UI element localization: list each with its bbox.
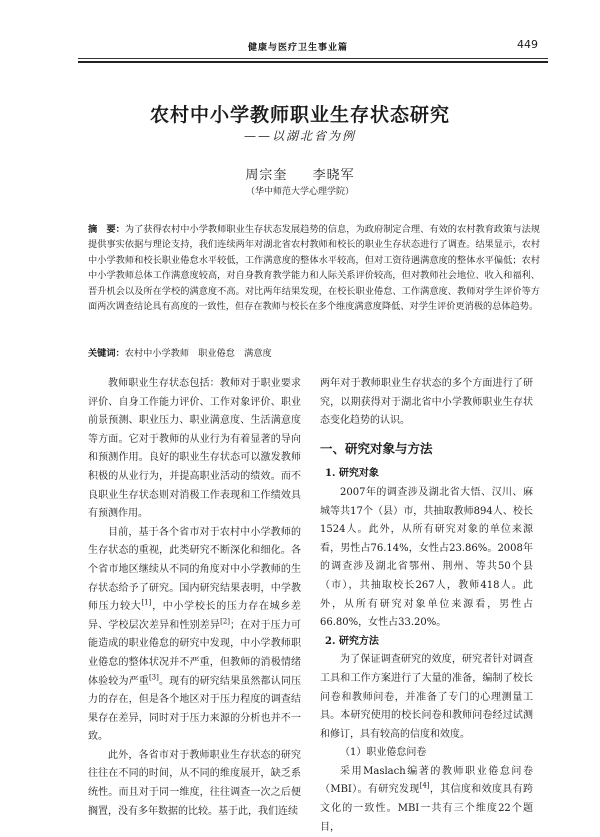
body-paragraph: 两年对于教师职业生存状态的多个方面进行了研究，以期获得对于湖北省中小学教师职业生存状态变化趋势的认识。: [320, 378, 533, 427]
abstract-text: 为了获得农村中小学教师职业生存状态发展趋势的信息，为政府制定合理、有效的农村教育政策与法规提供事实依据与理论支持，我们连续两年对湖北省农村教师和校长的职业生存状态进行了调查。结果显示，农村中小学教师和校长职业倦怠水平较低，工作满意度的整体水平较高，但对工资待遇满意度的整体水平偏低；农村中小学教师总体工作满意度较高，对自身教育教学能力和人际关系评价较高，但对教师社会地位、收入和福利、晋升机会以及所在学校的满意度不高。对比两年结果发现，在校长职业倦怠、工作满意度、教师对学生评价等方面两次调查结论具有高度的一致性，但存在教师与校长在多个维度满意度降低、对学生评价更消极的总体趋势。: [88, 224, 541, 313]
article-subtitle: ——以湖北省为例: [243, 129, 356, 143]
subsubsection-heading: （1）职业倦怠问卷: [340, 747, 427, 759]
keywords: [88, 345, 540, 359]
author-name: 周宗奎: [245, 168, 288, 183]
keywords-text: 农村中小学教师 职业倦怠 满意度: [124, 348, 272, 359]
body-paragraph: 采用Maslach编著的教师职业倦怠问卷（MBI）。有研究发现[4]，其信度和效度具有跨文化的一致性。MBI一共有三个维度22个题目，: [320, 765, 533, 833]
body-paragraph: 为了保证调查研究的效度，研究者针对调查工具和工作方案进行了大量的准备，编制了校长问卷和教师问卷，并准备了专门的心理测量工具。本研究使用的校长问卷和教师问卷经过试测和修订，具有较高的信度和效度。: [320, 654, 533, 740]
running-header: [78, 38, 538, 56]
body-paragraph: 此外，各省市对于教师职业生存状态的研究往往在不同的时间，从不同的维度展开，缺乏系统性。而且对于同一维度，往往调查一次之后便搁置，没有多年数据的比较。基于此，我们连续: [88, 749, 301, 817]
citation-ref: [3]: [148, 673, 159, 682]
citation-ref: [1]: [141, 598, 152, 607]
section-heading: 一、研究对象与方法: [320, 440, 433, 456]
header-rule-thick: [78, 61, 548, 63]
header-rule-thin: [78, 58, 548, 59]
body-paragraph: 教师职业生存状态包括：教师对于职业要求评价、自身工作能力评价、工作对象评价、职业前景预测、职业压力、职业满意度、生活满意度等方面。它对于教师的从业行为有着显著的导向和预测作用。良好的职业生存状态可以激发教师积极的从业行为，并提高职业活动的绩效。而不良职业生存状态则对消极工作表现和工作绩效具有预测作用。: [88, 378, 301, 520]
article-title: 农村中小学教师职业生存状态研究: [149, 104, 450, 126]
page-number: 449: [517, 38, 538, 51]
subsection-heading: 1. 研究对象: [325, 468, 379, 480]
citation-ref: [2]: [220, 617, 231, 626]
body-paragraph: 2007年的调查涉及湖北省大悟、汉川、麻城等共17个（县）市，共抽取教师894人、校长1524人。此外，从所有研究对象的单位来源看，男性占76.14%，女性占23.86%。2008年的调查涉及湖北省鄂州、荆州、等共50个县（市），共抽取校长267人，教师418人。此外，从所有研究对象单位来源看，男性占66.80%，女性占33.20%。: [320, 486, 533, 629]
subsection-heading: 2. 研究方法: [325, 635, 379, 647]
abstract: [88, 222, 540, 314]
body-column-right: [320, 375, 533, 837]
citation-ref: [4]: [419, 782, 430, 791]
body-column-left: [88, 375, 301, 821]
author-name: 李晓军: [312, 168, 355, 183]
keywords-label: 关键词：: [88, 348, 125, 359]
journal-name: 健康与医疗卫生事业篇: [248, 43, 349, 53]
abstract-label: 摘 要：: [88, 224, 125, 235]
author-list: [0, 164, 600, 183]
author-affiliation: （华中师范大学心理学院）: [245, 187, 354, 197]
body-paragraph: 目前，基于各个省市对于农村中小学教师的生存状态的重视，此类研究不断深化和细化。各个省市地区继续从不同的角度对中小学教师的生存状态给予了研究。国内研究结果表明，中学教师压力较大[1]，中小学校长的压力存在城乡差异、学校层次差异和性别差异[2]；在对于压力可能造成的职业倦怠的研究中发现，中小学教师职业倦怠的整体状况并不严重，但教师的消极情绪体验较为严重[3]。现有的研究结果虽然都认同压力的存在，但是各个地区对于压力程度的调查结果存在差异，同时对于压力来源的分析也并不一致。: [88, 526, 302, 743]
